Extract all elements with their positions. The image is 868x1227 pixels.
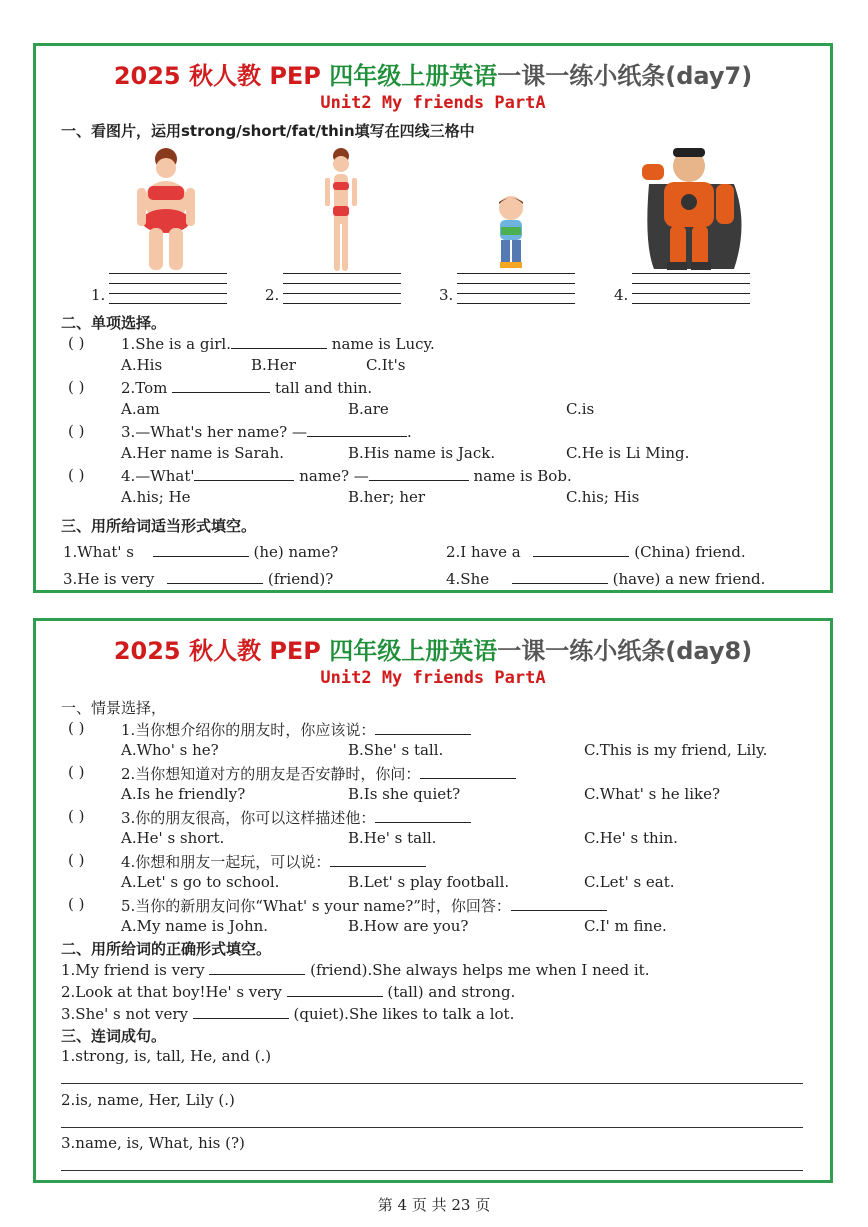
- answer-blank[interactable]: [287, 982, 383, 997]
- sentence-order-item-1: 1.strong, is, tall, He, and (.): [61, 1047, 272, 1065]
- question-3: 3.你的朋友很高，你可以这样描述他：: [121, 807, 471, 828]
- answer-bracket[interactable]: ( ): [68, 334, 85, 352]
- four-line-grid-2[interactable]: [283, 273, 401, 303]
- worksheet-day7: [33, 43, 833, 593]
- answer-bracket[interactable]: ( ): [68, 719, 85, 737]
- thin-woman-image: [316, 146, 366, 274]
- sentence-order-item-3: 3.name, is, What, his (?): [61, 1134, 245, 1152]
- answer-bracket[interactable]: ( ): [68, 466, 85, 484]
- picture-number-2: 2.: [265, 286, 280, 304]
- option[interactable]: A.Who' s he?: [121, 741, 219, 759]
- option[interactable]: A.his; He: [121, 488, 191, 506]
- section-3-heading: 三、用所给词适当形式填空。: [61, 517, 257, 535]
- answer-blank[interactable]: [369, 466, 469, 481]
- answer-blank[interactable]: [172, 378, 270, 393]
- answer-blank[interactable]: [420, 764, 516, 779]
- question-1: 1.当你想介绍你的朋友时，你应该说：: [121, 719, 471, 740]
- option[interactable]: B.are: [348, 400, 389, 418]
- answer-bracket[interactable]: ( ): [68, 763, 85, 781]
- option[interactable]: A.Is he friendly?: [121, 785, 246, 803]
- section-3-heading: 三、连词成句。: [61, 1027, 167, 1045]
- fill-item-3: 3.He is very (friend)?: [63, 570, 334, 588]
- option[interactable]: C.This is my friend, Lily.: [584, 741, 768, 759]
- worksheet-day8: [33, 618, 833, 1183]
- worksheet-title: 2025 秋人教 PEP 四年级上册英语一课一练小纸条(day8): [113, 637, 753, 665]
- section-2-heading: 二、单项选择。: [61, 314, 167, 332]
- answer-blank[interactable]: [330, 852, 426, 867]
- answer-blank[interactable]: [167, 569, 263, 584]
- question-1: 1.She is a girl. name is Lucy.: [121, 335, 435, 353]
- answer-blank[interactable]: [533, 542, 629, 557]
- answer-line[interactable]: [61, 1083, 803, 1084]
- answer-blank[interactable]: [153, 542, 249, 557]
- answer-bracket[interactable]: ( ): [68, 422, 85, 440]
- option[interactable]: C.his; His: [566, 488, 640, 506]
- option[interactable]: C.He is Li Ming.: [566, 444, 690, 462]
- section-1-heading: 一、情景选择，: [61, 699, 167, 717]
- fat-woman-image: [131, 146, 201, 274]
- short-boy-image: [491, 194, 531, 274]
- worksheet-title: 2025 秋人教 PEP 四年级上册英语一课一练小纸条(day7): [113, 62, 753, 90]
- fill-item-1: 1.My friend is very (friend).She always helps me when I need it.: [61, 961, 650, 979]
- four-line-grid-3[interactable]: [457, 273, 575, 303]
- option[interactable]: A.Her name is Sarah.: [121, 444, 284, 462]
- question-4: 4.你想和朋友一起玩，可以说：: [121, 851, 426, 872]
- option[interactable]: B.His name is Jack.: [348, 444, 496, 462]
- answer-blank[interactable]: [375, 720, 471, 735]
- four-line-grid-1[interactable]: [109, 273, 227, 303]
- answer-bracket[interactable]: ( ): [68, 378, 85, 396]
- unit-heading: Unit2 My friends PartA: [320, 668, 546, 688]
- fill-item-2: 2.I have a (China) friend.: [446, 543, 746, 561]
- page-footer: 第 4 页 共 23 页: [377, 1196, 491, 1214]
- answer-blank[interactable]: [511, 896, 607, 911]
- option[interactable]: A.Let' s go to school.: [121, 873, 280, 891]
- answer-blank[interactable]: [307, 422, 407, 437]
- option[interactable]: A.am: [121, 400, 160, 418]
- fill-item-2: 2.Look at that boy!He' s very (tall) and strong.: [61, 983, 516, 1001]
- unit-heading: Unit2 My friends PartA: [320, 93, 546, 113]
- picture-number-1: 1.: [91, 286, 106, 304]
- option[interactable]: B.He' s tall.: [348, 829, 437, 847]
- option[interactable]: C.I' m fine.: [584, 917, 667, 935]
- answer-bracket[interactable]: ( ): [68, 807, 85, 825]
- question-4: 4.—What' name? — name is Bob.: [121, 467, 572, 485]
- option[interactable]: C.is: [566, 400, 595, 418]
- answer-blank[interactable]: [375, 808, 471, 823]
- picture-number-3: 3.: [439, 286, 454, 304]
- option[interactable]: C.What' s he like?: [584, 785, 721, 803]
- answer-bracket[interactable]: ( ): [68, 851, 85, 869]
- strong-man-image: [634, 144, 752, 274]
- option[interactable]: C.He' s thin.: [584, 829, 678, 847]
- four-line-grid-4[interactable]: [632, 273, 750, 303]
- sentence-order-item-2: 2.is, name, Her, Lily (.): [61, 1091, 235, 1109]
- option[interactable]: A.He' s short.: [121, 829, 225, 847]
- answer-blank[interactable]: [231, 334, 327, 349]
- section-2-heading: 二、用所给词的正确形式填空。: [61, 940, 272, 958]
- question-3: 3.—What's her name? — .: [121, 423, 412, 441]
- picture-number-4: 4.: [614, 286, 629, 304]
- answer-blank[interactable]: [194, 466, 294, 481]
- option[interactable]: B.How are you?: [348, 917, 469, 935]
- option[interactable]: C.It's: [366, 356, 406, 374]
- option[interactable]: A.His: [121, 356, 163, 374]
- fill-item-4: 4.She (have) a new friend.: [446, 570, 766, 588]
- answer-line[interactable]: [61, 1170, 803, 1171]
- option[interactable]: B.Her: [251, 356, 296, 374]
- question-2: 2.当你想知道对方的朋友是否安静时，你问：: [121, 763, 516, 784]
- question-5: 5.当你的新朋友问你“What' s your name?”时，你回答：: [121, 895, 607, 916]
- option[interactable]: B.She' s tall.: [348, 741, 444, 759]
- section-1-heading: 一、看图片，运用strong/short/fat/thin填写在四线三格中: [61, 122, 475, 140]
- option[interactable]: B.her; her: [348, 488, 426, 506]
- option[interactable]: A.My name is John.: [121, 917, 269, 935]
- option[interactable]: C.Let' s eat.: [584, 873, 675, 891]
- question-2: 2.Tom tall and thin.: [121, 379, 373, 397]
- answer-blank[interactable]: [193, 1004, 289, 1019]
- answer-line[interactable]: [61, 1127, 803, 1128]
- option[interactable]: B.Is she quiet?: [348, 785, 461, 803]
- answer-blank[interactable]: [209, 960, 305, 975]
- fill-item-3: 3.She' s not very (quiet).She likes to talk a lot.: [61, 1005, 515, 1023]
- fill-item-1: 1.What' s (he) name?: [63, 543, 339, 561]
- answer-bracket[interactable]: ( ): [68, 895, 85, 913]
- option[interactable]: B.Let' s play football.: [348, 873, 510, 891]
- answer-blank[interactable]: [512, 569, 608, 584]
